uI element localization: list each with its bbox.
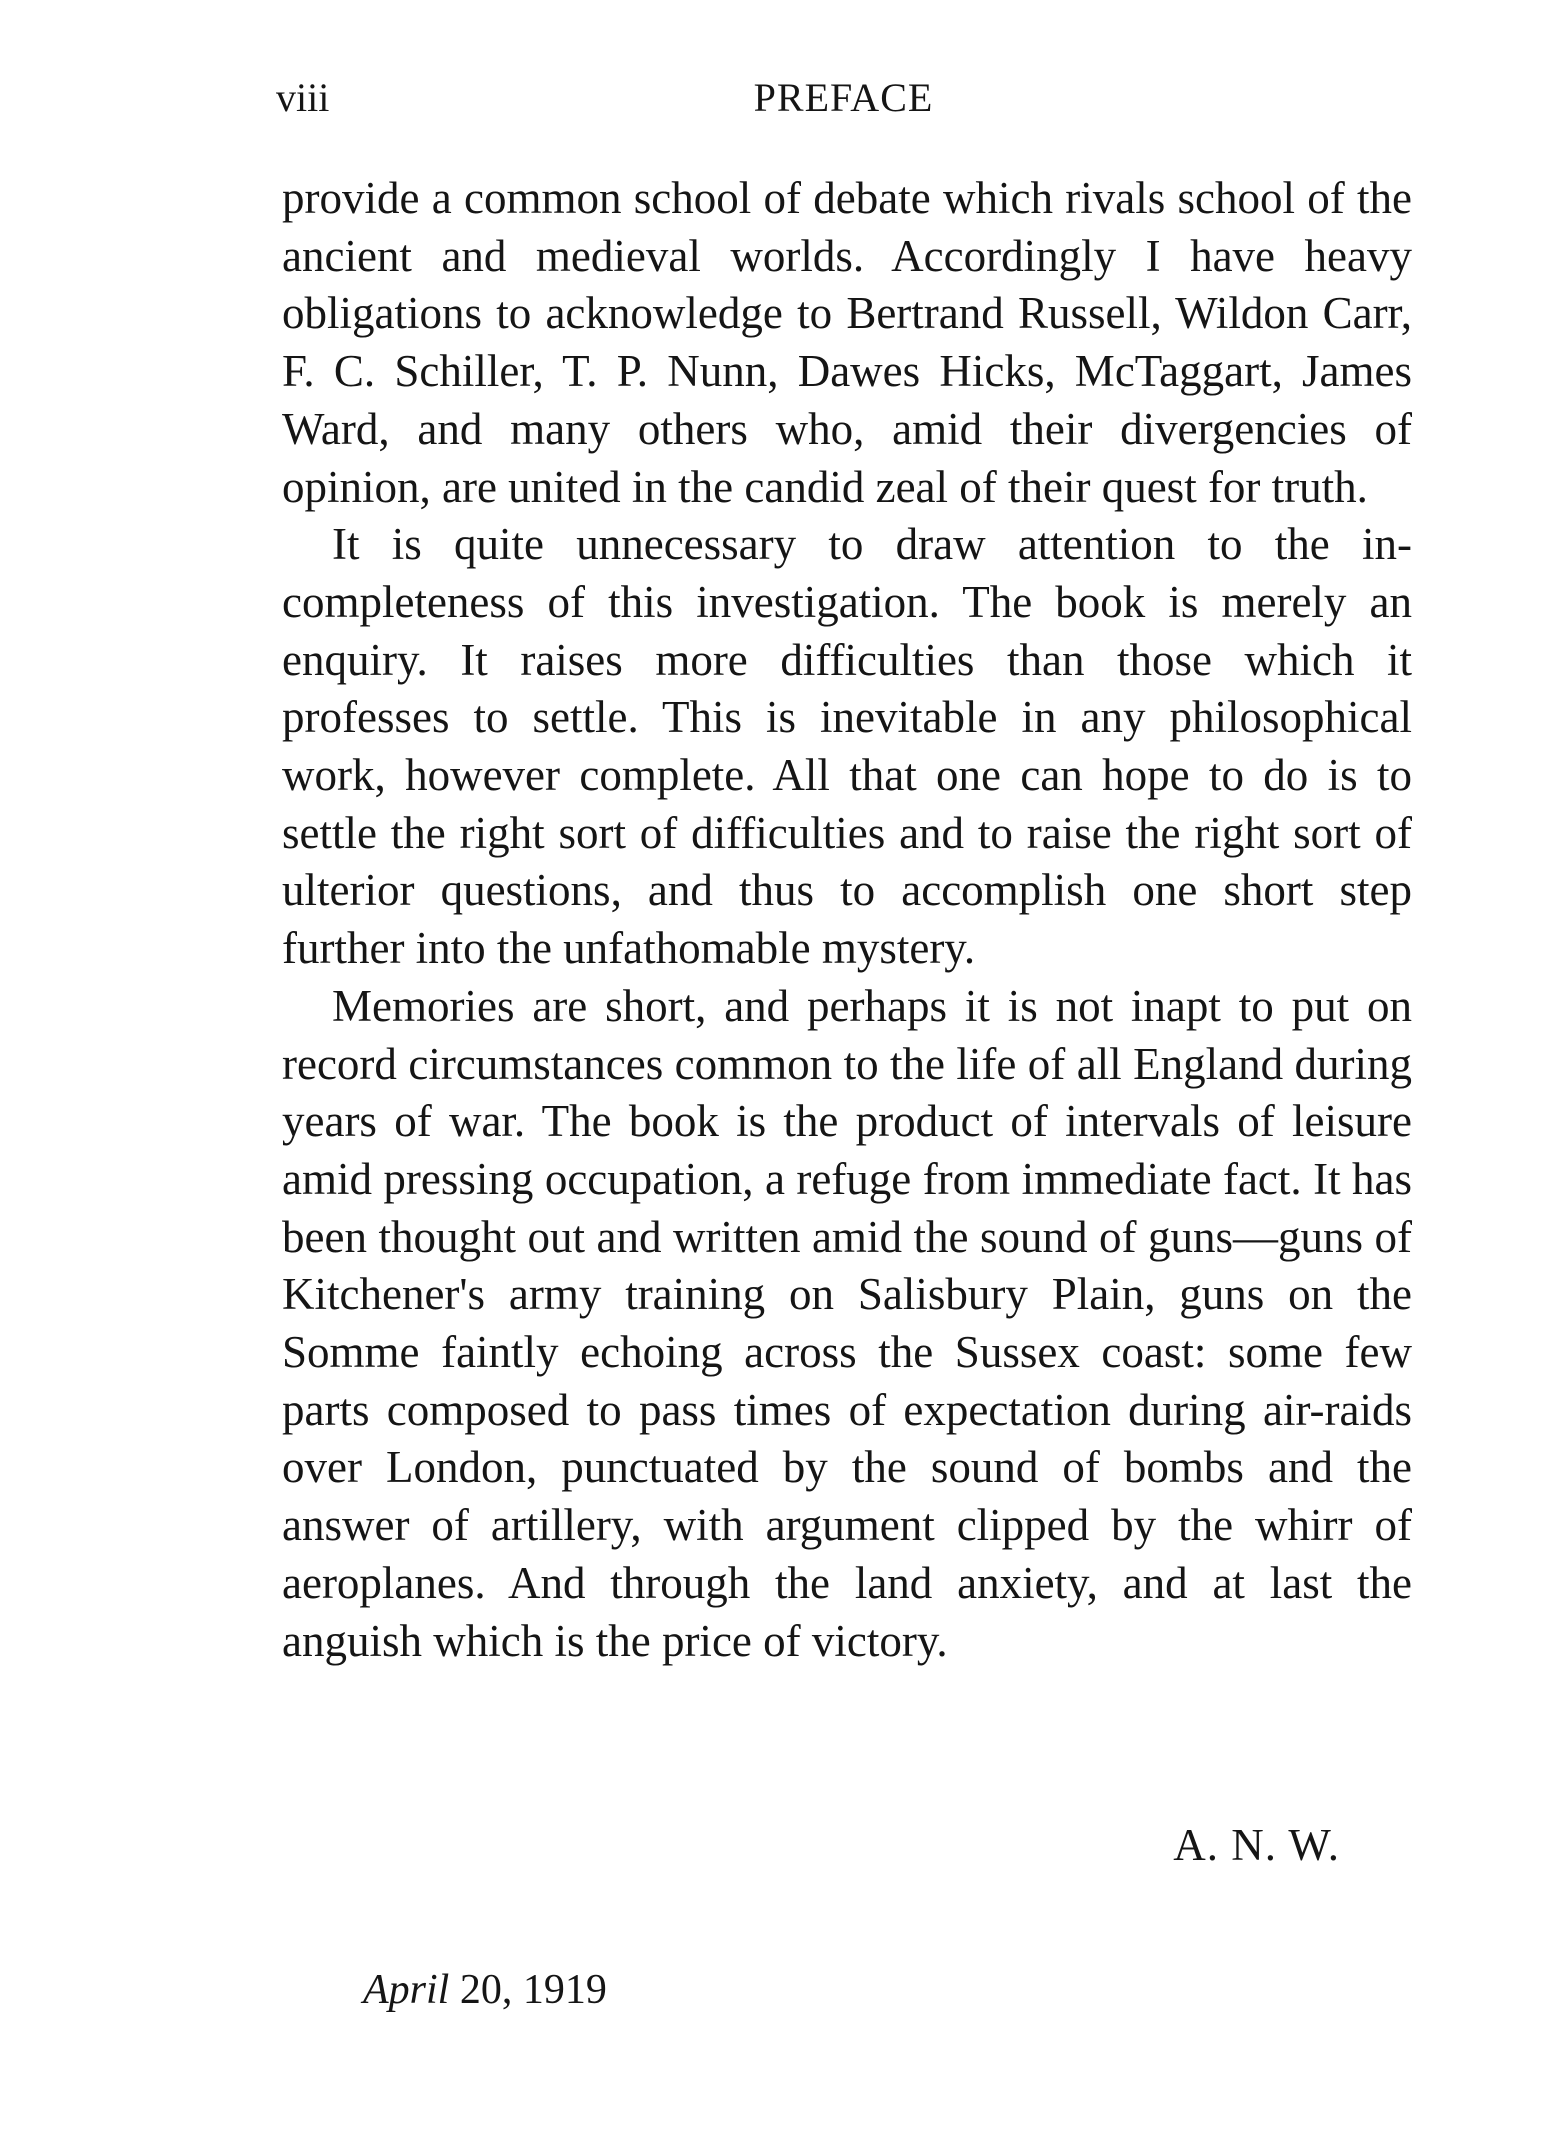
dateline-rest: 20, 1919 — [449, 1967, 607, 2013]
paragraph: It is quite unnecessary to draw attention to the incompleteness of this investigation. The book is merely an enquiry. It raises more difficulties than those which it professes to settle. This is inevitable in any philosophical work, however complete. All that one can hope to do is to settle the right sort of difficulties and to raise the right sort of ulterior questions, and thus to accomplish one short step further into the unfathomable mystery. — [282, 519, 1412, 974]
running-title: PREFACE — [753, 75, 934, 120]
dateline-month: April — [363, 1967, 450, 2013]
paragraph-continued: provide a common school of debate which rivals school of the ancient and medieval worlds. Accordingly I have heavy obligations to acknowledge to Bertrand Russell, Wildon Carr, F. C. Schiller, T. P. Nunn, Dawes Hicks, McTaggart, James Ward, and many others who, amid their divergencies of opinion, are united in the candid zeal of their quest for truth. — [282, 173, 1412, 512]
page-number: viii — [276, 75, 330, 120]
paragraph: Memories are short, and perhaps it is not inapt to put on record circumstances common to the life of all England during years of war. The book is the product of intervals of leisure amid pressing occupation, a refuge from immediate fact. It has been thought out and written amid the sound of guns—guns of Kitchener's army training on Salisbury Plain, guns on the Somme faintly echoing across the Sussex coast: some few parts composed to pass times of expectation during air-raids over London, punctuated by the sound of bombs and the answer of artillery, with argument clipped by the whirr of aeroplanes. And through the land anxiety, and at last the anguish which is the price of victory. — [282, 980, 1412, 1666]
dateline — [363, 1960, 607, 2020]
running-head — [276, 68, 1411, 128]
preface-text — [282, 170, 1412, 1670]
author-initials: A. N. W. — [1173, 1820, 1340, 1870]
